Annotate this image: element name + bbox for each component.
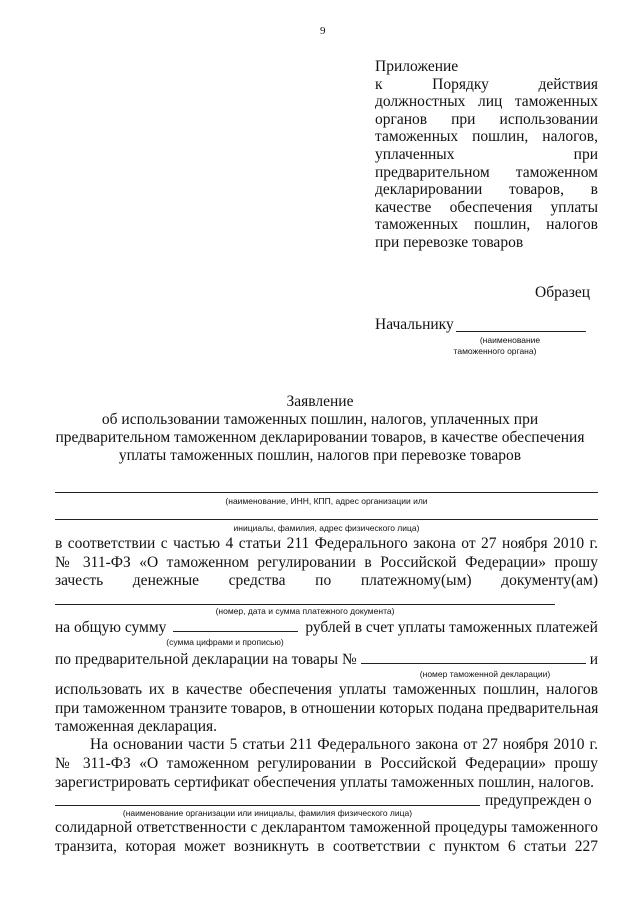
warned-caption: (наименование организации или инициалы, фамилия физического лица)	[122, 808, 413, 818]
warned-party-field-line[interactable]	[55, 805, 480, 806]
paragraph-4	[55, 819, 598, 856]
document-title-line: предварительном таможенном декларировании товаров, в качестве обеспечения	[55, 429, 585, 446]
text-line: № 311-ФЗ «О таможенном регулировании в Российской Федерации» прошу	[55, 754, 598, 772]
applicant-field-line[interactable]	[55, 519, 598, 520]
appendix-line: органов при использовании	[375, 110, 598, 128]
document-title-line: об использовании таможенных пошлин, налогов, уплаченных при	[101, 411, 539, 428]
sum-label: на общую сумму	[55, 619, 167, 636]
warned-label: предупрежден о	[485, 792, 592, 809]
sum-line	[55, 619, 598, 637]
paragraph-2	[55, 681, 598, 718]
sum-suffix: рублей в счет уплаты таможенных платежей	[305, 619, 598, 636]
payment-document-field-line[interactable]	[55, 604, 555, 605]
applicant-caption: инициалы, фамилия, адрес физического лица)	[233, 523, 420, 533]
text-line: солидарной ответственности с декларантом таможенной процедуры таможенного	[55, 819, 598, 836]
text-line: при таможенном транзите товаров, в отношении которых подана предварительная	[55, 699, 599, 717]
payment-document-caption: (номер, дата и сумма платежного документа)	[215, 606, 395, 616]
document-heading: Заявление	[286, 393, 354, 410]
applicant-caption: (наименование, ИНН, КПП, адрес организации или	[225, 496, 428, 506]
appendix-line: уплаченных при	[375, 145, 598, 163]
text-line: таможенная декларация.	[55, 718, 218, 735]
appendix-block	[375, 58, 598, 252]
appendix-line: качестве обеспечения уплаты	[375, 198, 598, 216]
addressee-field-line[interactable]	[456, 331, 586, 332]
addressee-caption: (наименование	[479, 335, 541, 345]
sample-label: Образец	[535, 284, 591, 301]
page-number: 9	[320, 25, 326, 37]
addressee-caption: таможенного органа)	[453, 346, 537, 356]
document-title-line: уплаты таможенных пошлин, налогов при перевозке товаров	[118, 447, 522, 464]
applicant-field-line[interactable]	[55, 492, 598, 493]
paragraph-3	[55, 736, 598, 773]
declaration-label: по предварительной декларации на товары №	[55, 651, 357, 668]
appendix-line: Приложение	[375, 58, 459, 75]
declaration-number-field[interactable]	[361, 651, 586, 664]
text-line: зарегистрировать сертификат обеспечения уплаты таможенных пошлин, налогов.	[55, 774, 595, 791]
text-line: На основании части 5 статьи 211 Федерального закона от 27 ноября 2010 г.	[90, 736, 598, 753]
sum-field[interactable]	[173, 619, 298, 632]
addressee-label: Начальнику	[375, 316, 454, 333]
declaration-caption: (номер таможенной декларации)	[419, 669, 551, 679]
appendix-line: предварительном таможенном	[375, 163, 598, 181]
appendix-line: таможенных пошлин, налогов,	[375, 128, 598, 146]
declaration-line	[55, 651, 598, 669]
appendix-line: таможенных пошлин, налогов	[375, 216, 598, 234]
text-line: № 311-ФЗ «О таможенном регулировании в Российской Федерации» прошу	[55, 553, 598, 571]
sum-caption: (сумма цифрами и прописью)	[166, 637, 284, 647]
text-line: в соответствии с частью 4 статьи 211 Федерального закона от 27 ноября 2010 г.	[55, 535, 598, 552]
text-line: использовать их в качестве обеспечения уплаты таможенных пошлин, налогов	[55, 681, 598, 698]
appendix-line: декларировании товаров, в	[375, 181, 598, 199]
appendix-line: должностных лиц таможенных	[375, 93, 598, 111]
declaration-suffix: и	[589, 651, 598, 668]
text-line: транзита, которая может возникнуть в соответствии с пунктом 6 статьи 227	[55, 837, 598, 855]
appendix-line: к Порядку действия	[375, 75, 598, 93]
paragraph-1	[55, 535, 598, 591]
text-line: зачесть денежные средства по платежному(ым) документу(ам)	[55, 572, 598, 590]
appendix-line: при перевозке товаров	[375, 233, 524, 251]
